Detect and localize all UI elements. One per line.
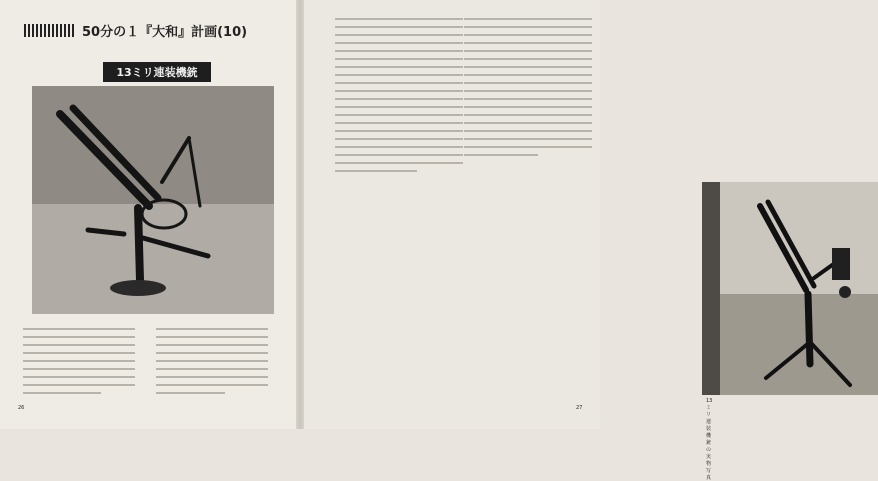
right-column-text: [335, 18, 463, 178]
left-page: [0, 0, 300, 429]
section-heading: 13ミリ連装機銃: [103, 62, 211, 82]
right-page: [300, 0, 713, 481]
gun-photo-illustration: [32, 86, 274, 314]
book-gutter: [296, 0, 304, 429]
gun-photo-main: [32, 86, 274, 314]
page-number-right: 27: [576, 405, 583, 411]
series-title: 50分の１『大和』計画(10): [82, 24, 248, 40]
left-column-text-2: [156, 328, 268, 400]
right-column-text-2: [464, 18, 592, 162]
photo-caption: 13ミリ連装機銃の実物写真: [706, 398, 713, 481]
left-column-text: [23, 328, 135, 400]
gun-photo-secondary: [702, 182, 878, 395]
title-bar-decoration: [24, 24, 76, 37]
series-title-row: [24, 22, 274, 38]
gun-photo-illustration-secondary: [702, 182, 878, 395]
page-number-left: 26: [18, 405, 25, 411]
